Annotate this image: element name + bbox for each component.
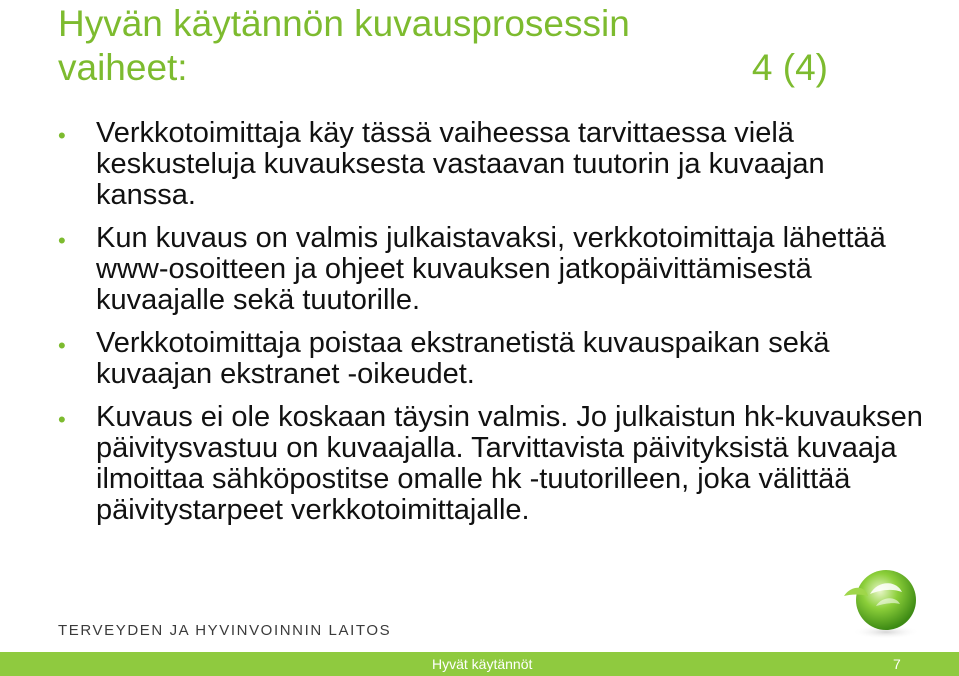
bullet-text: Verkkotoimittaja poistaa ekstranetistä kuvauspaikan sekä kuvaajan ekstranet -oikeudet. — [96, 327, 830, 390]
slide-title-line2: vaiheet: — [58, 47, 188, 88]
slide-title-line1: Hyvän käytännön kuvausprosessin — [58, 3, 630, 44]
slide-title-counter: 4 (4) — [751, 47, 828, 88]
page-number: 7 — [893, 656, 901, 672]
footer-label: Hyvät käytännöt — [432, 656, 533, 672]
bullet-text: Kun kuvaus on valmis julkaistavaksi, verkkotoimittaja lähettää www-osoitteen ja ohjeet kuvauksen jatkopäivittämisestä kuvaajalle sekä tuutorille. — [96, 222, 886, 316]
bullet-item — [58, 118, 928, 211]
bullet-dot-icon: • — [58, 228, 66, 253]
bullet-dot-icon: • — [58, 333, 66, 358]
bullet-list — [58, 118, 928, 538]
bullet-dot-icon: • — [58, 123, 66, 148]
slide-title — [58, 2, 828, 90]
bullet-text: Verkkotoimittaja käy tässä vaiheessa tarvittaessa vielä keskusteluja kuvauksesta vastaavan tuutorin ja kuvaajan kanssa. — [96, 117, 825, 211]
slide-title-line2-row — [58, 46, 828, 90]
bullet-dot-icon: • — [58, 407, 66, 432]
bullet-item — [58, 223, 928, 316]
footer-bar — [0, 652, 959, 676]
bullet-text: Kuvaus ei ole koskaan täysin valmis. Jo julkaistun hk-kuvauksen päivitysvastuu on kuvaajalla. Tarvittavista päivityksistä kuvaaja ilmoittaa sähköpostitse omalle hk -tuutorilleen, joka välittää päivitystarpeet verkkotoimittajalle. — [96, 401, 923, 526]
organization-logo-text: TERVEYDEN JA HYVINVOINNIN LAITOS — [58, 622, 392, 639]
bullet-item — [58, 402, 928, 526]
bullet-item — [58, 328, 928, 390]
green-leaf-orb-icon — [840, 566, 926, 640]
